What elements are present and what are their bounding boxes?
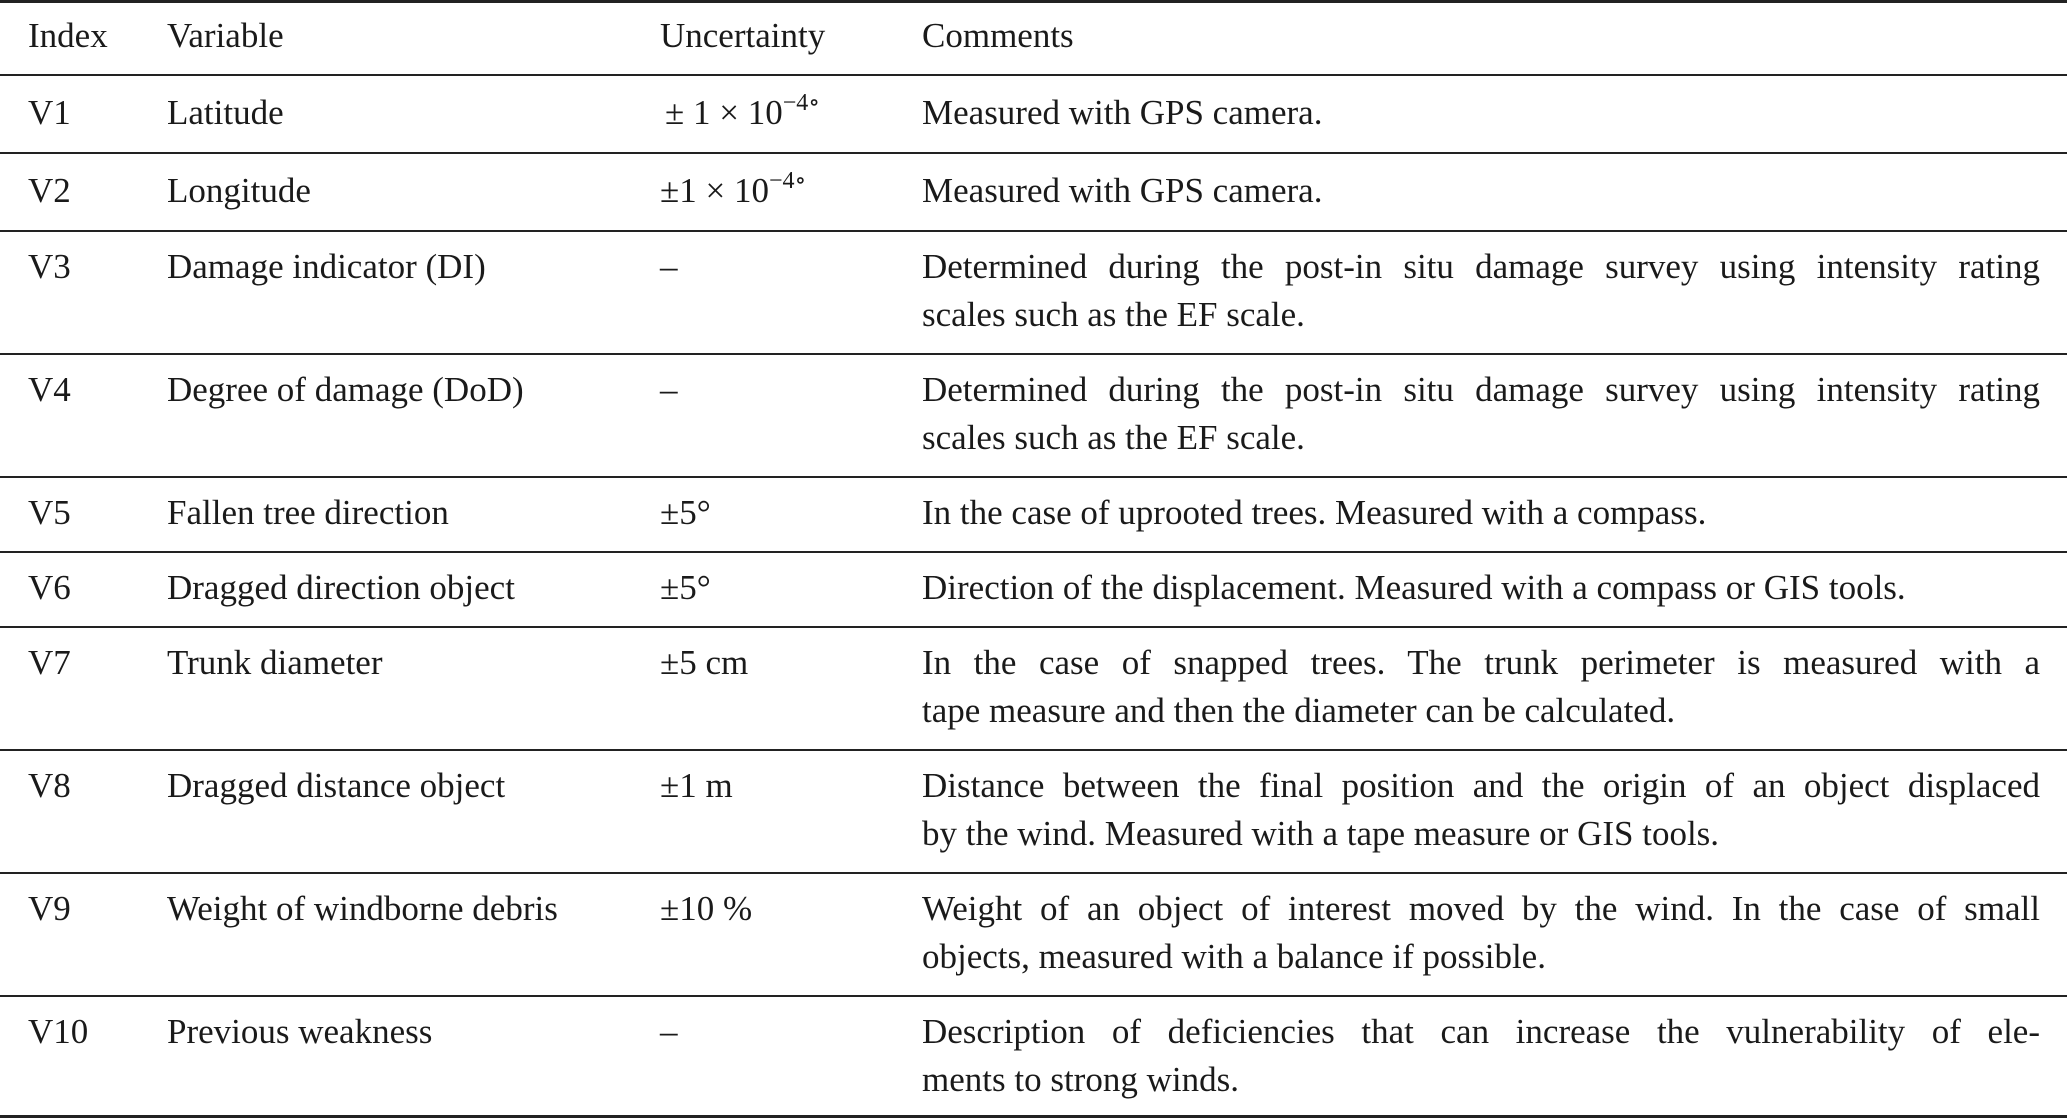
header-row bbox=[0, 0, 2067, 74]
uncertainty-cell: – bbox=[660, 1012, 678, 1051]
comment-line: Direction of the displacement. Measured with a compass or GIS tools. bbox=[922, 568, 1906, 607]
row-rule bbox=[0, 353, 2067, 355]
comment-line: Measured with GPS camera. bbox=[922, 171, 1323, 210]
index-cell: V10 bbox=[28, 1012, 89, 1051]
uncertainty-base: ± 1 × 10 bbox=[665, 93, 783, 132]
variable-cell: Dragged distance object bbox=[167, 766, 506, 805]
comment-line: Distance between the final position and the origin of an object displaced bbox=[922, 766, 2040, 805]
comment-line: tape measure and then the diameter can be calculated. bbox=[922, 691, 1676, 730]
column-header-comments: Comments bbox=[922, 16, 1074, 55]
comments-cell bbox=[922, 564, 2040, 612]
comment-line: objects, measured with a balance if possible. bbox=[922, 937, 1546, 976]
comment-line: Measured with GPS camera. bbox=[922, 93, 1323, 132]
variable-cell: Dragged direction object bbox=[167, 568, 515, 607]
comment-line: In the case of snapped trees. The trunk perimeter is measured with a bbox=[922, 643, 2040, 682]
index-cell: V3 bbox=[28, 247, 71, 286]
uncertainty-cell: ±5° bbox=[660, 493, 711, 532]
uncertainty-cell: – bbox=[660, 370, 678, 409]
uncertainty-cell bbox=[665, 89, 820, 137]
index-cell: V6 bbox=[28, 568, 71, 607]
comment-line: by the wind. Measured with a tape measure or GIS tools. bbox=[922, 814, 1720, 853]
variable-cell: Longitude bbox=[167, 171, 311, 210]
index-cell: V9 bbox=[28, 889, 71, 928]
index-cell: V5 bbox=[28, 493, 71, 532]
comments-cell bbox=[922, 489, 2040, 537]
header-rule bbox=[0, 74, 2067, 76]
row-rule bbox=[0, 551, 2067, 553]
uncertainty-exponent: −4∘ bbox=[768, 168, 807, 194]
uncertainty-cell: – bbox=[660, 247, 678, 286]
comments-cell bbox=[922, 89, 2040, 137]
uncertainty-cell: ±5 cm bbox=[660, 643, 749, 682]
uncertainty-cell: ±5° bbox=[660, 568, 711, 607]
variable-cell: Weight of windborne debris bbox=[167, 889, 558, 928]
comments-cell bbox=[922, 1008, 2040, 1104]
comment-line: scales such as the EF scale. bbox=[922, 295, 1305, 334]
comment-line: ments to strong winds. bbox=[922, 1060, 1239, 1099]
uncertainty-base: ±1 × 10 bbox=[660, 171, 769, 210]
comment-line: Determined during the post-in situ damage survey using intensity rating bbox=[922, 247, 2040, 286]
comments-cell bbox=[922, 366, 2040, 462]
comments-cell bbox=[922, 243, 2040, 339]
variable-cell: Fallen tree direction bbox=[167, 493, 449, 532]
comment-line: scales such as the EF scale. bbox=[922, 418, 1305, 457]
index-cell: V4 bbox=[28, 370, 71, 409]
row-rule bbox=[0, 152, 2067, 154]
comments-cell bbox=[922, 885, 2040, 981]
variable-cell: Damage indicator (DI) bbox=[167, 247, 486, 286]
row-rule bbox=[0, 626, 2067, 628]
column-header-index: Index bbox=[28, 16, 108, 55]
row-rule bbox=[0, 230, 2067, 232]
uncertainty-cell: ±1 m bbox=[660, 766, 733, 805]
comment-line: In the case of uprooted trees. Measured with a compass. bbox=[922, 493, 1707, 532]
variable-cell: Latitude bbox=[167, 93, 284, 132]
variable-cell: Trunk diameter bbox=[167, 643, 383, 682]
row-rule bbox=[0, 872, 2067, 874]
row-rule bbox=[0, 749, 2067, 751]
comments-cell bbox=[922, 167, 2040, 215]
index-cell: V1 bbox=[28, 93, 71, 132]
variable-cell: Previous weakness bbox=[167, 1012, 433, 1051]
uncertainty-cell: ±10 % bbox=[660, 889, 753, 928]
index-cell: V7 bbox=[28, 643, 71, 682]
row-rule bbox=[0, 476, 2067, 478]
column-header-variable: Variable bbox=[167, 16, 284, 55]
index-cell: V8 bbox=[28, 766, 71, 805]
uncertainty-cell bbox=[660, 167, 806, 215]
column-header-uncertainty: Uncertainty bbox=[660, 16, 826, 55]
comment-line: Determined during the post-in situ damage survey using intensity rating bbox=[922, 370, 2040, 409]
comment-line: Description of deficiencies that can increase the vulnerability of ele- bbox=[922, 1012, 2040, 1051]
row-rule bbox=[0, 995, 2067, 997]
uncertainty-exponent: −4∘ bbox=[782, 90, 821, 116]
comments-cell bbox=[922, 762, 2040, 858]
variable-cell: Degree of damage (DoD) bbox=[167, 370, 524, 409]
comments-cell bbox=[922, 639, 2040, 735]
comment-line: Weight of an object of interest moved by the wind. In the case of small bbox=[922, 889, 2040, 928]
index-cell: V2 bbox=[28, 171, 71, 210]
